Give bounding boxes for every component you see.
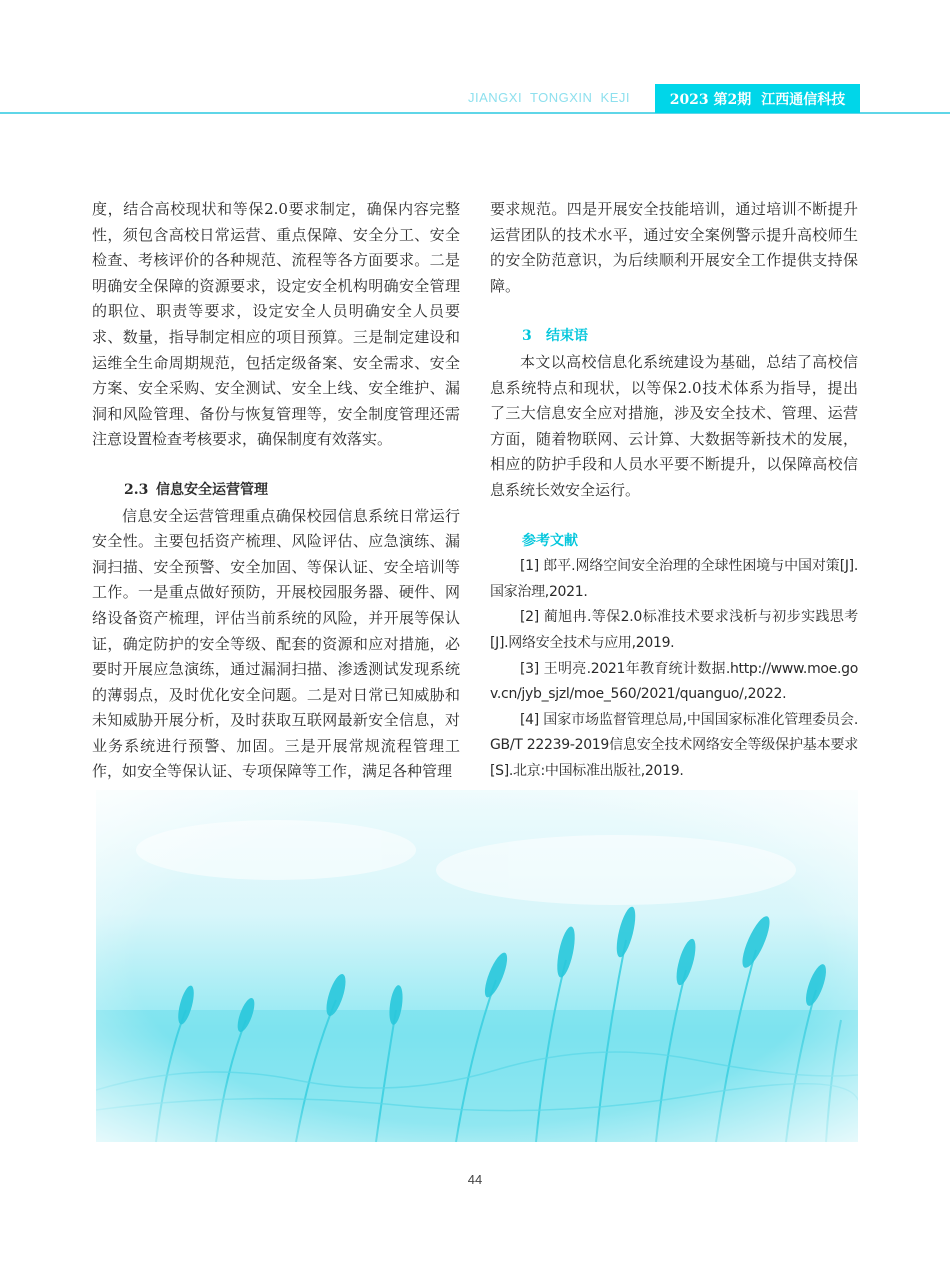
body-paragraph: 信息安全运营管理重点确保校园信息系统日常运行安全性。主要包括资产梳理、风险评估、应急演练、漏洞扫描、安全预警、安全加固、等保认证、安全培训等工作。一是重点做好预防，开展校园服务器、硬件、网络设备资产梳理，评估当前系统的风险，并开展等保认证，确定防护的安全等级、配套的资源和应对措施，必要时开展应急演练，通过漏洞扫描、渗透测试发现系统的薄弱点，及时优化安全问题。二是对日常已知威胁和未知威胁开展分析，及时获取互联网最新安全信息，对业务系统进行预警、加固。三是开展常规流程管理工作，如安全等保认证、专项保障等工作，满足各种管理 (92, 506, 460, 781)
section-title: 信息安全运营管理 (156, 481, 268, 498)
page-number: 44 (467, 1172, 483, 1187)
section-title: 结束语 (546, 328, 588, 345)
reference-item: [4] 国家市场监督管理总局,中国国家标准化管理委员会.GB/T 22239-2019信息安全技术网络安全等级保护基本要求[S].北京:中国标准出版社,2019. (490, 711, 858, 779)
section-number: 3 (522, 328, 532, 345)
references-heading: 参考文献 (522, 532, 578, 549)
reference-item: [2] 蔺旭冉.等保2.0标准技术要求浅析与初步实践思考[J].网络安全技术与应用,2019. (490, 609, 858, 651)
journal-issue-banner (655, 84, 860, 113)
journal-chinese-name: 江西通信科技 (761, 91, 846, 108)
journal-english-name: JIANGXI TONGXIN KEJI (468, 90, 630, 105)
body-paragraph: 度，结合高校现状和等保2.0要求制定，确保内容完整性，须包含高校日常运营、重点保障、安全分工、安全检查、考核评价的各种规范、流程等各方面要求。二是明确安全保障的资源要求，设定安全机构明确安全管理的职位、职责等要求，设定安全人员明确安全人员要求、数量，指导制定相应的项目预算。三是制定建设和运维全生命周期规范，包括定级备案、安全需求、安全方案、安全采购、安全测试、安全上线、安全维护、漏洞和风险管理、备份与恢复管理等，安全制度管理还需注意设置检查考核要求，确保制度有效落实。 (92, 200, 460, 449)
section-number: 2.3 (124, 481, 149, 498)
reference-item: [3] 王明亮.2021年教育统计数据.http://www.moe.gov.cn/jyb_sjzl/moe_560/2021/quanguo/,2022. (490, 660, 858, 703)
section-heading-3 (490, 324, 858, 350)
reference-item: [1] 郎平.网络空间安全治理的全球性困境与中国对策[J].国家治理,2021. (490, 558, 858, 600)
body-paragraph: 要求规范。四是开展安全技能培训，通过培训不断提升运营团队的技术水平，通过安全案例警示提升高校师生的安全防范意识，为后续顺利开展安全工作提供支持保障。 (490, 200, 858, 295)
left-column (92, 197, 460, 785)
section-heading-2-3 (92, 478, 460, 504)
body-paragraph: 本文以高校信息化系统建设为基础，总结了高校信息系统特点和现状，以等保2.0技术体系为指导，提出了三大信息安全应对措施，涉及安全技术、管理、运营方面，随着物联网、云计算、大数据等新技术的发展，相应的防护手段和人员水平要不断提升，以保障高校信息系统长效安全运行。 (490, 352, 858, 499)
wheat-field-image (96, 790, 858, 1142)
right-column (490, 197, 858, 784)
issue-label: 2023 第2期 (669, 91, 752, 108)
